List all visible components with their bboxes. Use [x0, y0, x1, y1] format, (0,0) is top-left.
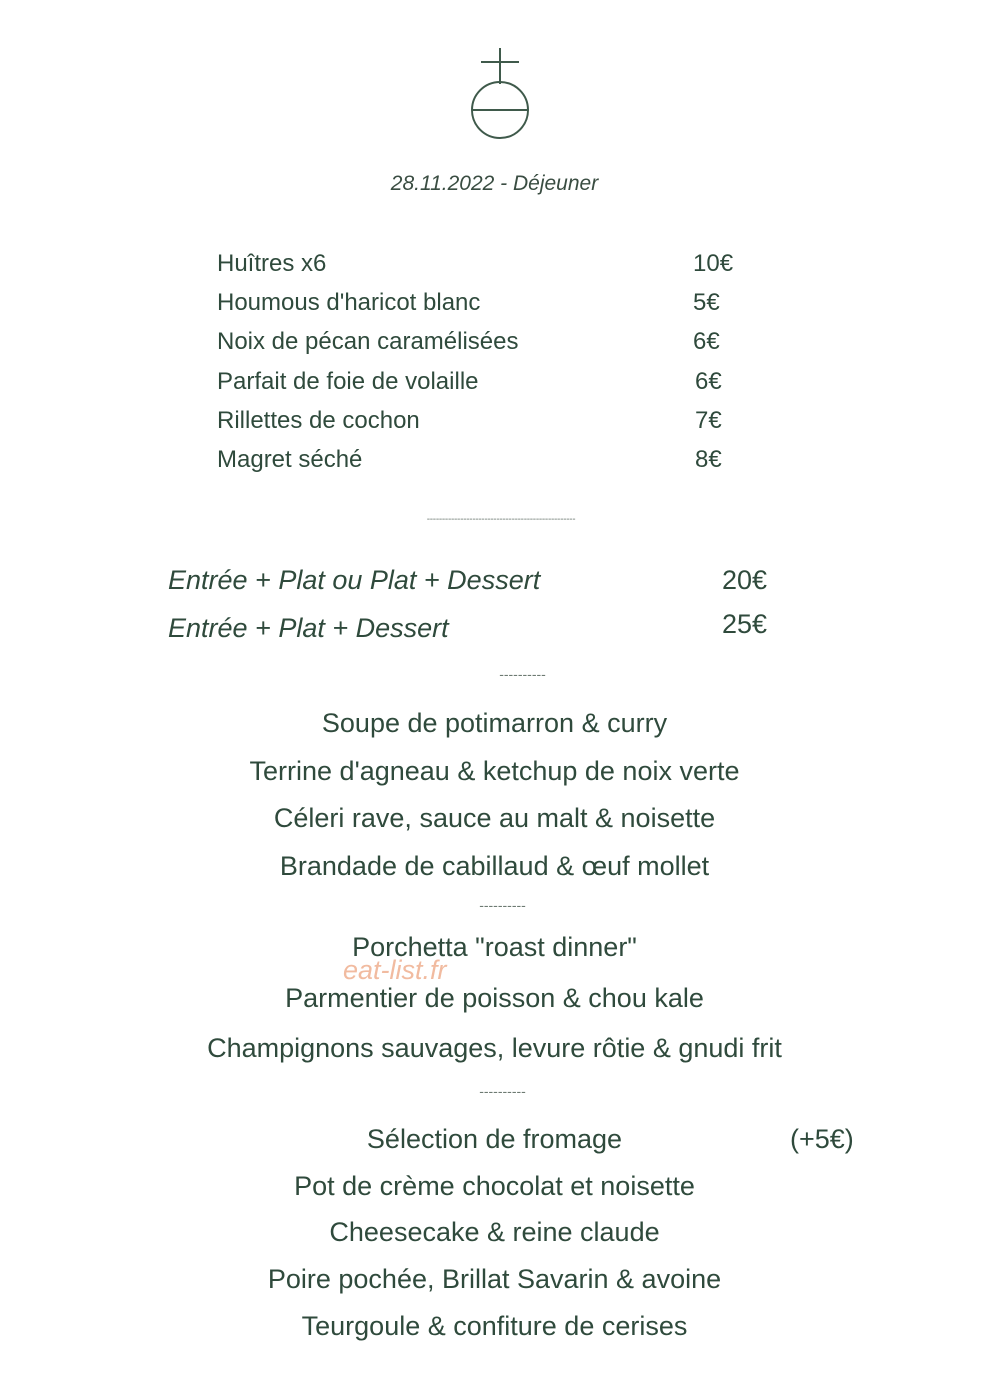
divider: ----------: [499, 666, 546, 682]
dessert-item: Cheesecake & reine claude: [329, 1217, 660, 1248]
snack-item: [217, 443, 777, 482]
dessert-item: Sélection de fromage: [366, 1124, 623, 1154]
starter-item: Soupe de potimarron & curry: [321, 708, 668, 738]
watermark: eat-list.fr: [343, 955, 447, 985]
snack-name: Rillettes de cochon: [217, 406, 420, 434]
snack-name: Parfait de foie de volaille: [217, 367, 479, 395]
snack-price: 7€: [695, 406, 722, 434]
date-service-line: 28.11.2022 - Déjeuner: [390, 172, 599, 195]
snack-item: [217, 247, 777, 286]
dessert-item: Pot de crème chocolat et noisette: [294, 1170, 695, 1201]
snack-item: [217, 286, 777, 325]
formula-item: [168, 608, 808, 656]
mains-list: [0, 922, 989, 1074]
dessert-item: Teurgoule & confiture de cerises: [301, 1310, 688, 1341]
snack-name: Houmous d'haricot blanc: [217, 289, 481, 317]
starters-list: [0, 700, 989, 891]
divider: ----------: [479, 1083, 526, 1099]
snack-name: Noix de pécan caramélisées: [217, 328, 519, 356]
starter-item: Céleri rave, sauce au malt & noisette: [273, 803, 716, 834]
main-item: Porchetta "roast dinner": [352, 932, 637, 962]
snack-name: Magret séché: [217, 445, 363, 473]
formulas-list: [168, 560, 808, 656]
snack-price: 6€: [695, 367, 722, 395]
formula-name: Entrée + Plat + Dessert: [168, 613, 449, 643]
orb-cross-icon: [466, 46, 534, 142]
main-item: Parmentier de poisson & chou kale: [285, 982, 704, 1013]
divider: ----------: [479, 897, 526, 913]
divider: -------------------------------------------------: [426, 514, 576, 525]
snack-item: [217, 365, 777, 404]
snack-price: 8€: [695, 445, 722, 473]
snack-name: Huîtres x6: [217, 250, 327, 277]
snacks-list: [217, 247, 777, 482]
formula-price: 25€: [722, 609, 768, 639]
snack-item: [217, 325, 777, 364]
snack-price: 6€: [693, 328, 720, 356]
starter-item: Brandade de cabillaud & œuf mollet: [279, 851, 710, 882]
dessert-item: Poire pochée, Brillat Savarin & avoine: [267, 1264, 722, 1295]
formula-price: 20€: [722, 565, 768, 595]
main-item: Champignons sauvages, levure rôtie & gnudi frit: [207, 1033, 782, 1063]
cheese-supplement-price: (+5€): [790, 1124, 854, 1154]
formula-name: Entrée + Plat ou Plat + Dessert: [168, 565, 541, 595]
starter-item: Terrine d'agneau & ketchup de noix verte: [249, 755, 740, 786]
formula-item: [168, 560, 808, 608]
snack-price: 5€: [693, 289, 720, 317]
snack-item: [217, 404, 777, 443]
snack-price: 10€: [693, 250, 734, 277]
